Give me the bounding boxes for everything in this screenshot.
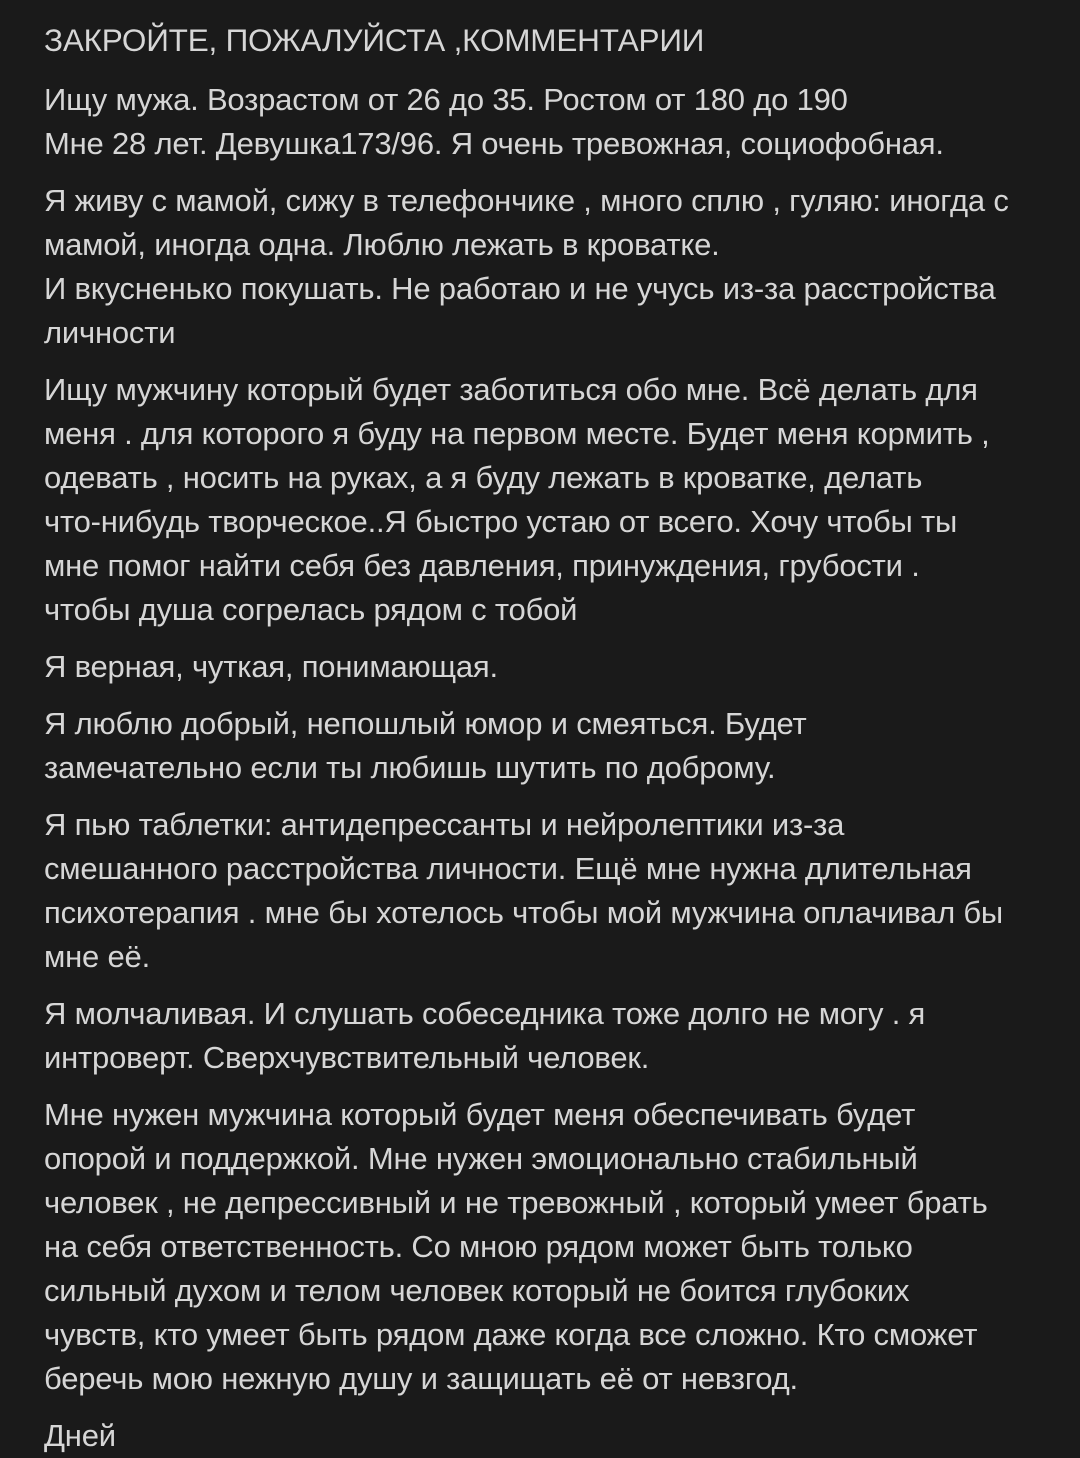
text-line: человек , не депрессивный и не тревожный , который умеет брать bbox=[44, 1185, 988, 1220]
text-line: Я живу с мамой, сижу в телефончике , много сплю , гуляю: иногда с bbox=[44, 183, 1009, 218]
paragraph bbox=[44, 78, 1042, 166]
text-line: интроверт. Сверхчувствительный человек. bbox=[44, 1040, 650, 1075]
text-line: чтобы душа согрелась рядом с тобой bbox=[44, 592, 578, 627]
paragraph bbox=[44, 702, 1042, 790]
paragraph bbox=[44, 368, 1042, 632]
text-line: смешанного расстройства личности. Ещё мне нужна длительная bbox=[44, 851, 972, 886]
text-line: замечательно если ты любишь шутить по доброму. bbox=[44, 750, 776, 785]
text-line: чувств, кто умеет быть рядом даже когда все сложно. Кто сможет bbox=[44, 1317, 978, 1352]
clipped-line bbox=[44, 1414, 1042, 1453]
text-line: на себя ответственность. Со мною рядом может быть только bbox=[44, 1229, 913, 1264]
text-line: что-нибудь творческое..Я быстро устаю от всего. Хочу чтобы ты bbox=[44, 504, 958, 539]
text-line: Мне нужен мужчина который будет меня обеспечивать будет bbox=[44, 1097, 916, 1132]
partial-text-line: Дней bbox=[44, 1418, 116, 1453]
text-line: Я люблю добрый, непошлый юмор и смеяться. Будет bbox=[44, 706, 807, 741]
paragraph bbox=[44, 179, 1042, 355]
paragraph bbox=[44, 803, 1042, 979]
text-line: сильный духом и телом человек который не боится глубоких bbox=[44, 1273, 910, 1308]
text-line: психотерапия . мне бы хотелось чтобы мой мужчина оплачивал бы bbox=[44, 895, 1004, 930]
text-line: меня . для которого я буду на первом месте. Будет меня кормить , bbox=[44, 416, 990, 451]
text-line: опорой и поддержкой. Мне нужен эмоционально стабильный bbox=[44, 1141, 918, 1176]
paragraph bbox=[44, 992, 1042, 1080]
post-title: ЗАКРОЙТЕ, ПОЖАЛУЙСТА ,КОММЕНТАРИИ bbox=[44, 22, 705, 58]
text-line: И вкусненько покушать. Не работаю и не учусь из-за расстройства bbox=[44, 271, 996, 306]
text-line: мне помог найти себя без давления, принуждения, грубости . bbox=[44, 548, 920, 583]
text-line: Я молчаливая. И слушать собеседника тоже долго не могу . я bbox=[44, 996, 926, 1031]
text-line: Ищу мужчину который будет заботиться обо мне. Всё делать для bbox=[44, 372, 978, 407]
text-line: Я верная, чуткая, понимающая. bbox=[44, 649, 498, 684]
text-line: Мне 28 лет. Девушка173/96. Я очень тревожная, социофобная. bbox=[44, 126, 944, 161]
text-line: личности bbox=[44, 315, 176, 350]
paragraph bbox=[44, 645, 1042, 689]
text-line: Ищу мужа. Возрастом от 26 до 35. Ростом от 180 до 190 bbox=[44, 82, 848, 117]
text-line: беречь мою нежную душу и защищать её от невзгод. bbox=[44, 1361, 798, 1396]
text-line: мне её. bbox=[44, 939, 150, 974]
post-body bbox=[44, 78, 1042, 1401]
text-line: Я пью таблетки: антидепрессанты и нейролептики из-за bbox=[44, 807, 845, 842]
paragraph bbox=[44, 1093, 1042, 1401]
text-line: одевать , носить на руках, а я буду лежать в кроватке, делать bbox=[44, 460, 923, 495]
text-line: мамой, иногда одна. Люблю лежать в кроватке. bbox=[44, 227, 720, 262]
